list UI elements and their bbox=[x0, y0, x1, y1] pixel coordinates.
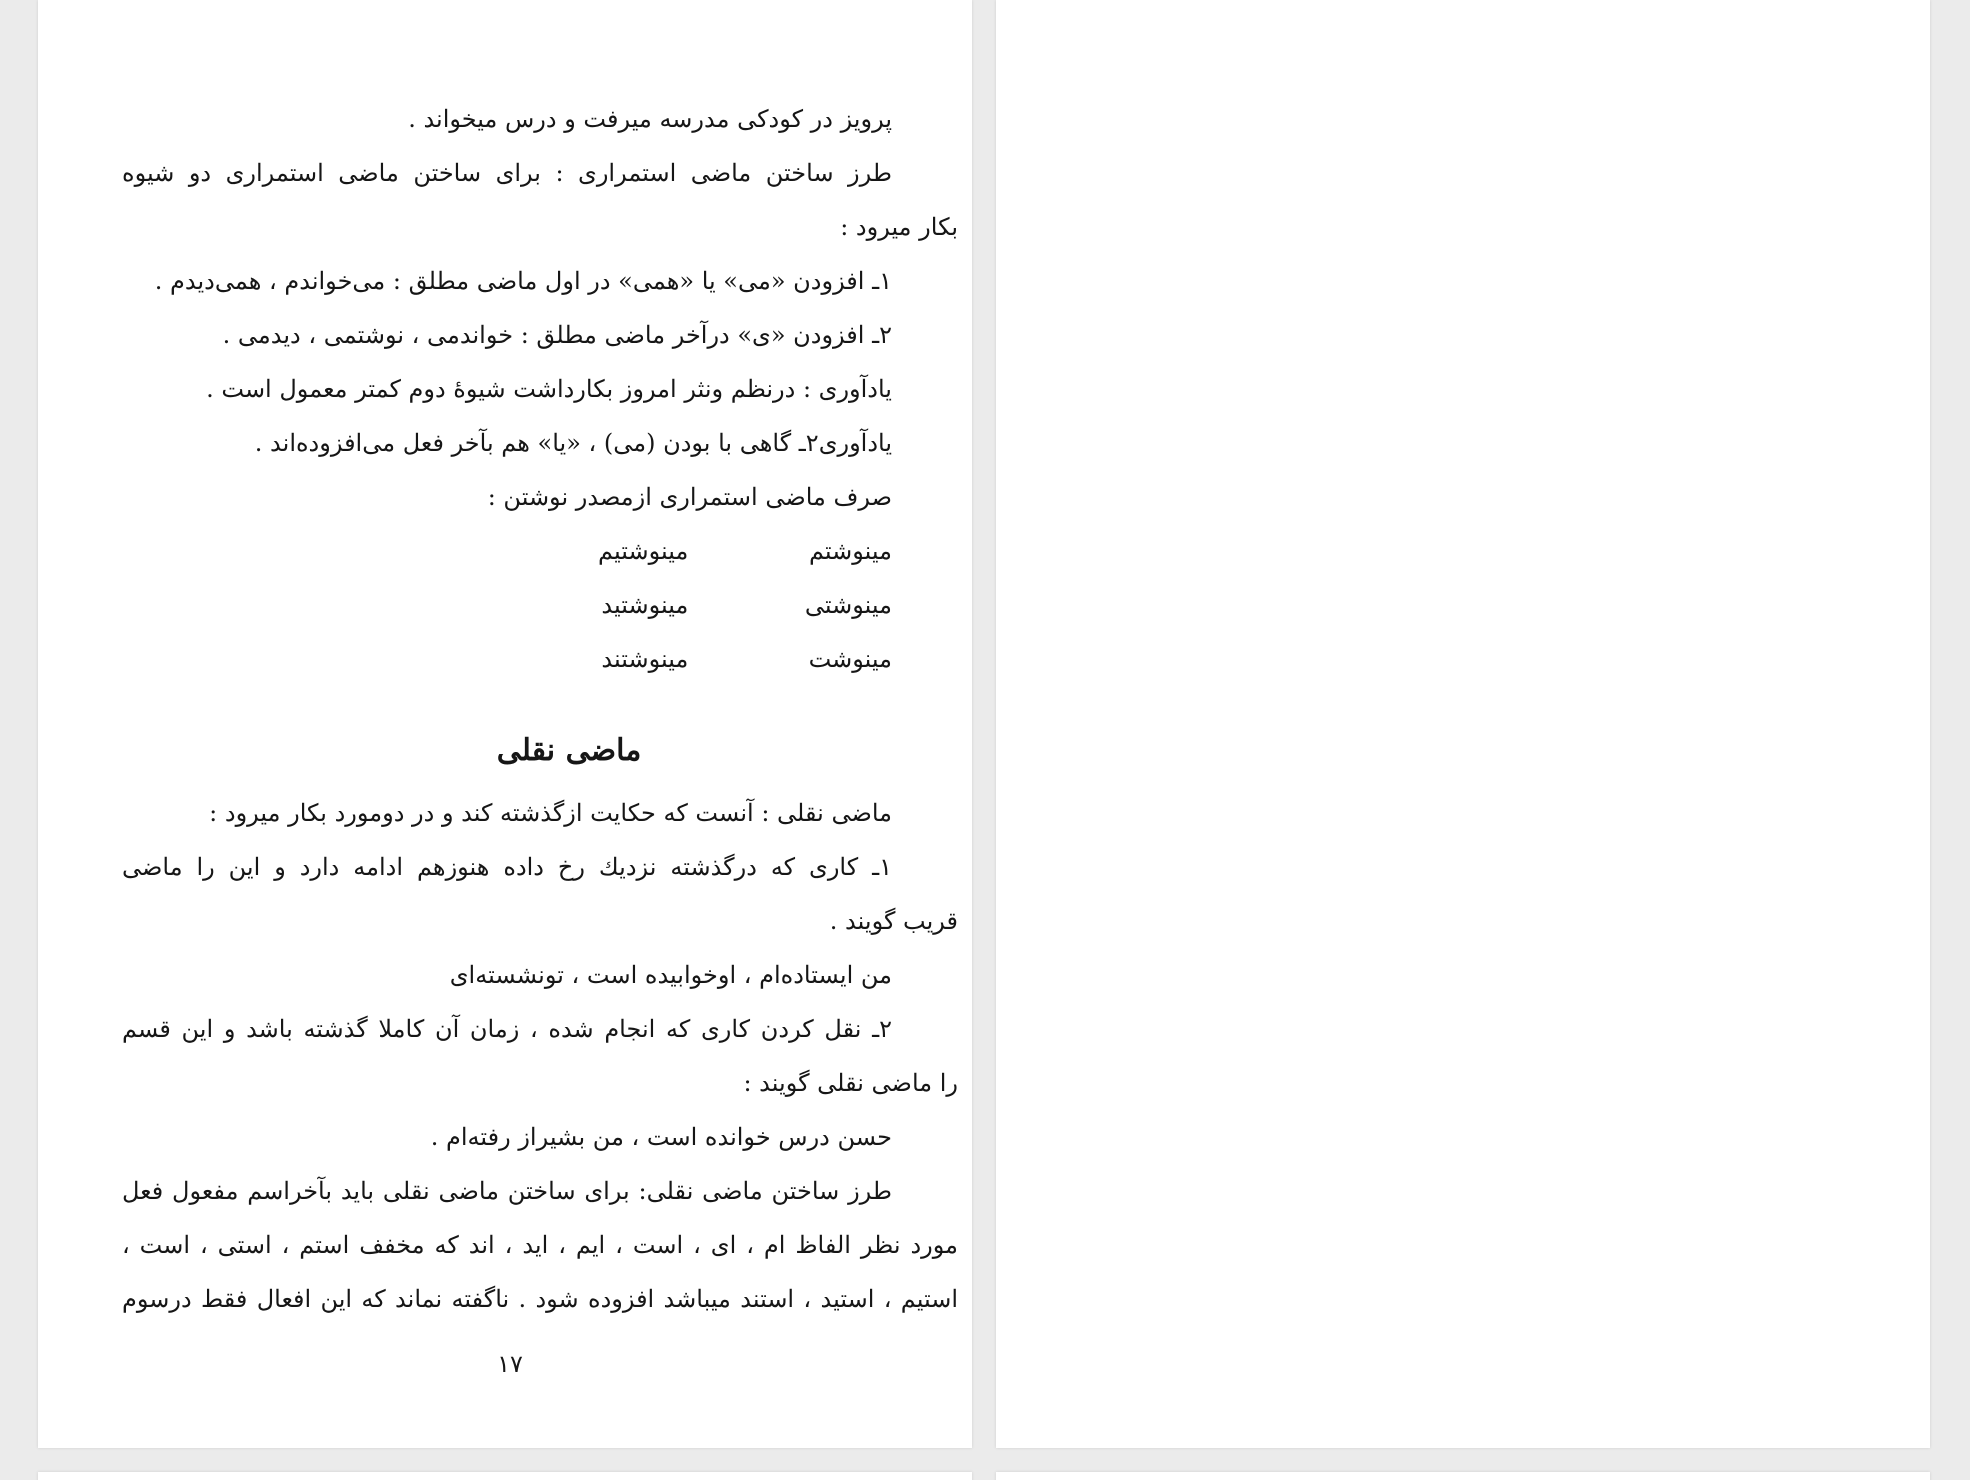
conjugation-singular: مینوشت bbox=[808, 645, 892, 673]
conjugation-plural: مینوشتند bbox=[601, 645, 689, 673]
next-page-right-edge bbox=[996, 1472, 1930, 1480]
conjugation-row bbox=[122, 524, 958, 578]
text-line: پرویز در کودکی مدرسه میرفت و درس میخواند . bbox=[408, 105, 892, 133]
conjugation-plural: مینوشتیم bbox=[598, 537, 689, 565]
text-line: ۲ـ افزودن «ی» درآخر ماضی مطلق : خواندمی ، نوشتمی ، دیدمی . bbox=[222, 321, 892, 349]
conjugation-singular: مینوشتی bbox=[804, 591, 892, 619]
text-line: ۱ـ افزودن «می» یا «همی» در اول ماضی مطلق : می‌خواندم ، همی‌دیدم . bbox=[154, 267, 892, 295]
text-line: من ایستاده‌ام ، اوخوابیده است ، تونشسته‌ای bbox=[449, 961, 892, 989]
page-text bbox=[122, 92, 958, 1326]
text-line: استیم ، استید ، استند میباشد افزوده شود . ناگفته نماند که این افعال فقط درسوم bbox=[122, 1285, 958, 1313]
page-17 bbox=[38, 0, 972, 1448]
page-18-blank bbox=[996, 0, 1930, 1448]
text-line: طرز ساختن ماضی استمراری : برای ساختن ماضی استمراری دو شیوه bbox=[122, 159, 892, 187]
text-line: قریب گویند . bbox=[829, 907, 958, 935]
text-line: مورد نظر الفاظ ام ، ای ، است ، ایم ، اید ، اند که مخفف استم ، استی ، است ، bbox=[122, 1231, 958, 1259]
conjugation-singular: مینوشتم bbox=[808, 537, 892, 565]
text-line: ۲ـ نقل کردن کاری که انجام شده ، زمان آن کاملا گذشته باشد و این قسم bbox=[122, 1015, 892, 1043]
page-number: ۱۷ bbox=[497, 1350, 523, 1378]
text-line: طرز ساختن ماضی نقلی: برای ساختن ماضی نقلی باید بآخراسم مفعول فعل bbox=[122, 1177, 892, 1205]
next-page-left-edge bbox=[38, 1472, 972, 1480]
conjugation-plural: مینوشتید bbox=[601, 591, 689, 619]
text-line: صرف ماضی استمراری ازمصدر نوشتن : bbox=[487, 483, 892, 511]
text-line: بکار میرود : bbox=[840, 213, 958, 241]
conjugation-row bbox=[122, 632, 958, 686]
text-line: را ماضی نقلی گویند : bbox=[743, 1069, 958, 1097]
section-heading: ماضی نقلی bbox=[496, 733, 642, 768]
text-line: ۱ـ کاری که درگذشته نزدیك رخ داده هنوزهم ادامه دارد و این را ماضی bbox=[122, 853, 892, 881]
text-line: حسن درس خوانده است ، من بشیراز رفته‌ام . bbox=[430, 1123, 892, 1151]
text-line: یادآوری۲ـ گاهی با بودن (می) ، «یا» هم بآخر فعل می‌افزوده‌اند . bbox=[254, 429, 892, 457]
conjugation-row bbox=[122, 578, 958, 632]
text-line: یادآوری : درنظم ونثر امروز بکارداشت شیوهٔ دوم کمتر معمول است . bbox=[206, 375, 892, 403]
text-line: ماضی نقلی : آنست که حکایت ازگذشته کند و در دومورد بکار میرود : bbox=[209, 799, 892, 827]
